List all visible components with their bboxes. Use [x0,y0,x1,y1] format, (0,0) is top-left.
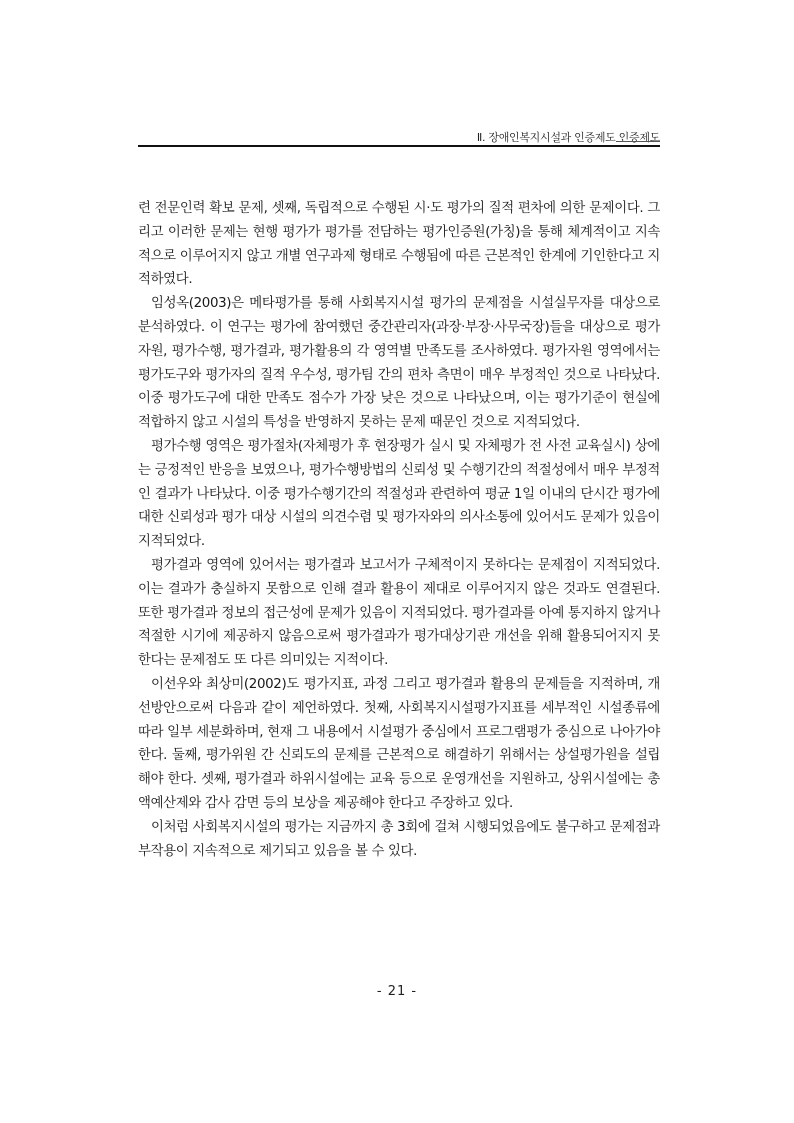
paragraph: 이처럼 사회복지시설의 평가는 지금까지 총 3회에 걸쳐 시행되었음에도 불구하고 문제점과 부작용이 지속적으로 제기되고 있음을 볼 수 있다. [138,819,660,859]
page-number: - 21 - [376,984,418,999]
header-rule [138,145,660,147]
paragraph: 평가결과 영역에 있어서는 평가결과 보고서가 구체적이지 못하다는 문제점이 지적되었다. 이는 결과가 충실하지 못함으로 인해 결과 활용이 제대로 이루어지지 않은 것과도 연결된다. 또한 평가결과 정보의 접근성에 문제가 있음이 지적되었다. 평가결과를 아예 통지하지 않거나 적절한 시기에 제공하지 않음으로써 평가결과가 평가대상기관 개선을 위해 활용되어지지 못한다는 문제점도 또 다른 의미있는 지적이다. [138,557,660,669]
paragraph: 련 전문인력 확보 문제, 셋째, 독립적으로 수행된 시‧도 평가의 질적 편차에 의한 문제이다. 그리고 이러한 문제는 현행 평가가 평가를 전담하는 평가인증원(가칭)을 통해 체계적이고 지속적으로 이루어지지 않고 개별 연구과제 형태로 수행됨에 따른 근본적인 한계에 기인한다고 지적하였다. [138,201,660,288]
paragraph: 임성옥(2003)은 메타평가를 통해 사회복지시설 평가의 문제점을 시설실무자를 대상으로 분석하였다. 이 연구는 평가에 참여했던 중간관리자(과장‧부장‧사무국장)들을 대상으로 평가자원, 평가수행, 평가결과, 평가활용의 각 영역별 만족도를 조사하였다. 평가자원 영역에서는 평가도구와 평가자의 질적 우수성, 평가팀 간의 편차 측면이 매우 부정적인 것으로 나타났다. 이중 평가도구에 대한 만족도 점수가 가장 낮은 것으로 나타났으며, 이는 평가기준이 현실에 적합하지 않고 시설의 특성을 반영하지 못하는 문제 때문인 것으로 지적되었다. [138,296,660,431]
paragraph: 이선우와 최상미(2002)도 평가지표, 과정 그리고 평가결과 활용의 문제들을 지적하며, 개선방안으로써 다음과 같이 제언하였다. 첫째, 사회복지시설평가지표를 세부적인 시설종류에 따라 일부 세분화하며, 현재 그 내용에서 시설평가 중심에서 프로그램평가 중심으로 나아가야 한다. 둘째, 평가위원 간 신뢰도의 문제를 근본적으로 해결하기 위해서는 상설평가원을 설립해야 한다. 셋째, 평가결과 하위시설에는 교육 등으로 운영개선을 지원하고, 상위시설에는 총액예산제와 감사 감면 등의 보상을 제공해야 한다고 주장하고 있다. [138,676,660,811]
chapter-title: Ⅱ. 장애인복지시설과 인증제도 인증제도 [476,131,660,144]
header-thin-rule [616,141,660,142]
running-header [138,122,660,148]
paragraph: 평가수행 영역은 평가절차(자체평가 후 현장평가 실시 및 자체평가 전 사전 교육실시) 상에는 긍정적인 반응을 보였으나, 평가수행방법의 신뢰성 및 수행기간의 적절성에서 매우 부정적인 결과가 나타났다. 이중 평가수행기간의 적절성과 관련하여 평균 1일 이내의 단시간 평가에 대한 신뢰성과 평가 대상 시설의 의견수렴 및 평가자와의 의사소통에 있어서도 문제가 있음이 지적되었다. [138,438,660,550]
body-text [138,197,660,863]
